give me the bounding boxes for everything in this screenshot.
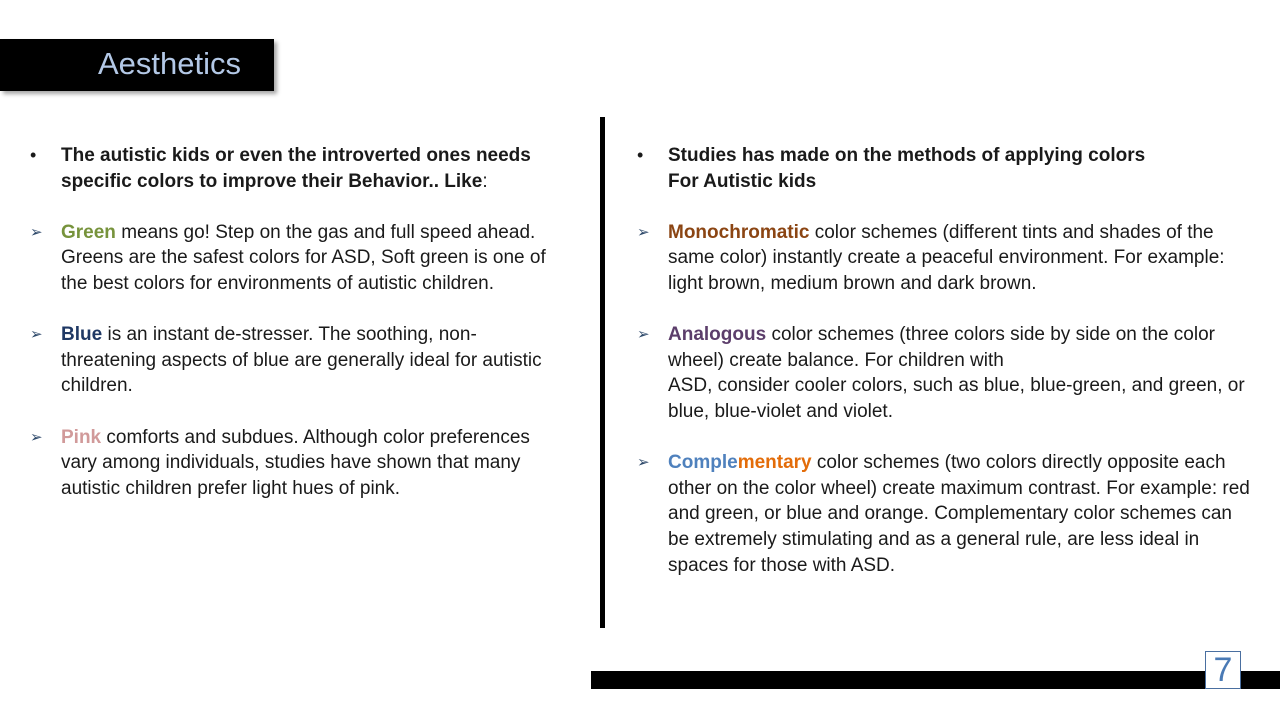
- monochromatic-keyword: Monochromatic: [668, 221, 810, 243]
- arrow-bullet-icon: ➢: [637, 326, 650, 344]
- footer-bar: [591, 671, 1280, 689]
- analogous-keyword: Analogous: [668, 324, 767, 346]
- pink-item: [30, 425, 565, 502]
- arrow-bullet-icon: ➢: [30, 428, 43, 446]
- analogous-description-2: ASD, consider cooler colors, such as blue, blue-green, and green, or blue, blue-violet and violet.: [668, 375, 1245, 422]
- arrow-bullet-icon: ➢: [30, 326, 43, 344]
- right-column: [637, 143, 1257, 578]
- arrow-bullet-icon: ➢: [637, 223, 650, 241]
- complementary-keyword-part-1: Comple: [668, 452, 738, 474]
- complementary-item: [637, 450, 1257, 578]
- pink-keyword: Pink: [61, 426, 102, 448]
- arrow-bullet-icon: ➢: [637, 454, 650, 472]
- analogous-item: [637, 322, 1257, 424]
- right-intro-item: [637, 143, 1257, 194]
- monochromatic-description: color schemes (different tints and shades of the same color) instantly create a peaceful environment. For example: light brown, medium brown and dark brown.: [668, 221, 1225, 294]
- slide-title: Aesthetics: [98, 46, 242, 81]
- left-intro-colon: :: [482, 170, 488, 192]
- complementary-description: color schemes (two colors directly opposite each other on the color wheel) create maximum contrast. For example: red and green, or blue and orange. Complementary color schemes can be extremely stimulating and as a general rule, are less ideal in spaces for those with ASD.: [668, 452, 1250, 576]
- column-divider: [600, 117, 605, 628]
- left-intro-item: [30, 143, 565, 194]
- right-intro-line-1: Studies has made on the methods of applying colors: [668, 145, 1146, 166]
- pink-description: comforts and subdues. Although color preferences vary among individuals, studies have shown that many autistic children prefer light hues of pink.: [61, 426, 530, 499]
- arrow-bullet-icon: ➢: [30, 223, 43, 241]
- blue-description: is an instant de-stresser. The soothing, non-threatening aspects of blue are generally ideal for autistic children.: [61, 324, 542, 397]
- left-intro-text: The autistic kids or even the introverted ones needs specific colors to improve their Behavior.. Like: [61, 145, 531, 192]
- page-number: 7: [1205, 651, 1241, 689]
- green-keyword: Green: [61, 221, 116, 243]
- title-banner: [0, 39, 274, 91]
- left-column: [30, 143, 565, 501]
- monochromatic-item: [637, 220, 1257, 297]
- complementary-keyword-part-2: mentary: [737, 452, 812, 474]
- green-item: [30, 220, 565, 297]
- analogous-description-1: color schemes (three colors side by side on the color wheel) create balance. For children with: [668, 324, 1215, 371]
- green-description: means go! Step on the gas and full speed ahead. Greens are the safest colors for ASD, Soft green is one of the best colors for environments of autistic children.: [61, 221, 546, 294]
- bullet-icon: •: [637, 145, 644, 165]
- bullet-icon: •: [30, 145, 37, 165]
- blue-item: [30, 322, 565, 399]
- right-intro-line-2: For Autistic kids: [668, 170, 817, 192]
- blue-keyword: Blue: [61, 324, 103, 346]
